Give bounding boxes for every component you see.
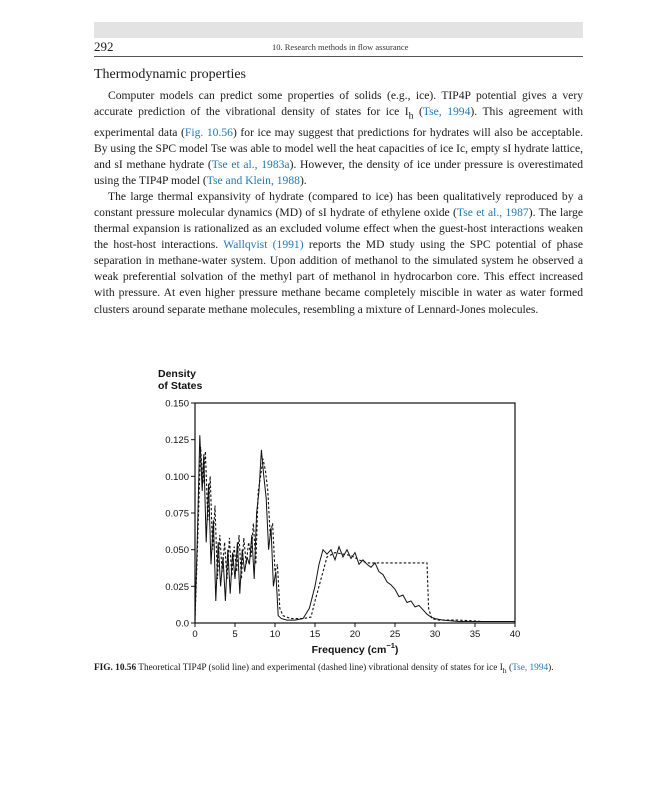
y-tick-label: 0.125 xyxy=(165,435,189,447)
y-axis-label-line1: Density xyxy=(158,368,196,380)
text-run: reports the MD study using the SPC potential of phase separation in methane-water system. Upon addition of methanol to the simulated system he observed a weak preferential solvation of the methyl part of methanol in hydrocarbon core. This effect increased with pressure. At even higher pressure methane became completely miscible in water as water formed clusters around separate methane molecules, resembling a mixture of Lennard-Jones molecules. xyxy=(94,238,583,316)
experimental-dashed-line xyxy=(195,447,515,622)
theoretical-solid-line xyxy=(195,435,515,621)
text-run: Computer models can predict some properties of solids (e.g., ice). TIP4P potential gives a very accurate prediction of the vibrational density of states for ice I xyxy=(94,89,583,119)
y-tick-label: 0.100 xyxy=(165,471,189,483)
caption-text: Theoretical TIP4P (solid line) and experimental (dashed line) vibrational density of states for ice I xyxy=(136,663,503,673)
y-tick-label: 0.150 xyxy=(165,398,189,410)
page-number: 292 xyxy=(94,39,114,54)
x-tick-label: 35 xyxy=(469,629,481,640)
x-tick-label: 0 xyxy=(192,629,198,640)
y-axis xyxy=(165,399,195,630)
y-tick-label: 0.0 xyxy=(175,618,189,630)
text-run: ( xyxy=(413,105,423,119)
citation-link[interactable]: Wallqvist (1991) xyxy=(223,238,304,252)
x-tick-label: 15 xyxy=(309,629,321,640)
figure-label: FIG. 10.56 xyxy=(94,663,137,673)
citation-link[interactable]: Tse et al., 1983a xyxy=(211,157,290,171)
subscript: h xyxy=(408,110,414,122)
text-run: ). The large thermal expansion is rationalized as an excluded volume effect when the guest-host interactions weaken the host-host interactions. xyxy=(94,205,583,252)
x-axis-label: Frequency $(cm^{-1})$ xyxy=(311,641,399,656)
x-tick-label: 40 xyxy=(509,629,521,640)
section-heading: Thermodynamic properties xyxy=(94,67,247,82)
text-run: ) for ice may suggest that predictions for hydrates will also be acceptable. By using the SPC model Tse was able to model well the heat capacities of ice Ic, empty sI hydrate lattice, and sI methane hydrate ( xyxy=(94,125,584,171)
x-tick-label: 5 xyxy=(232,629,238,640)
paragraph-1 xyxy=(94,88,583,189)
y-tick-label: 0.075 xyxy=(165,508,189,520)
density-of-states-chart xyxy=(150,360,530,660)
text-run: ). However, the density of ice under pressure is overestimated using the TIP4P model ( xyxy=(94,157,583,187)
header-rule xyxy=(94,56,583,57)
caption-subscript: h xyxy=(502,665,507,675)
citation-link[interactable]: Fig. 10.56 xyxy=(184,125,233,139)
citation-link[interactable]: Tse et al., 1987 xyxy=(456,205,529,219)
caption-text-end: ). xyxy=(548,663,554,673)
plot-frame xyxy=(195,403,515,623)
caption-citation-link[interactable]: Tse, 1994 xyxy=(512,663,549,673)
x-tick-label: 25 xyxy=(389,629,401,640)
figure-caption xyxy=(94,662,583,677)
series-lines xyxy=(195,435,515,621)
y-tick-label: 0.050 xyxy=(165,545,189,557)
x-axis xyxy=(192,623,520,640)
y-tick-label: 0.025 xyxy=(165,581,189,593)
running-title: 10. Research methods in flow assurance xyxy=(272,42,409,52)
text-run: The large thermal expansivity of hydrate (compared to ice) has been qualitatively reproduced by a constant pressure molecular dynamics (MD) of sI hydrate of ethylene oxide ( xyxy=(94,189,583,219)
x-tick-label: 10 xyxy=(269,629,281,640)
y-axis-label-line2: of States xyxy=(158,380,203,392)
citation-link[interactable]: Tse and Klein, 1988 xyxy=(206,173,300,187)
text-run: ). This agreement with experimental data ( xyxy=(94,105,584,139)
body-text xyxy=(94,88,583,318)
caption-text-paren: ( xyxy=(506,663,513,673)
paragraph-2 xyxy=(94,189,583,318)
header-bar xyxy=(94,22,583,38)
citation-link[interactable]: Tse, 1994 xyxy=(422,105,471,119)
text-run: ). xyxy=(299,173,307,187)
x-tick-label: 30 xyxy=(429,629,441,640)
x-tick-label: 20 xyxy=(349,629,361,640)
